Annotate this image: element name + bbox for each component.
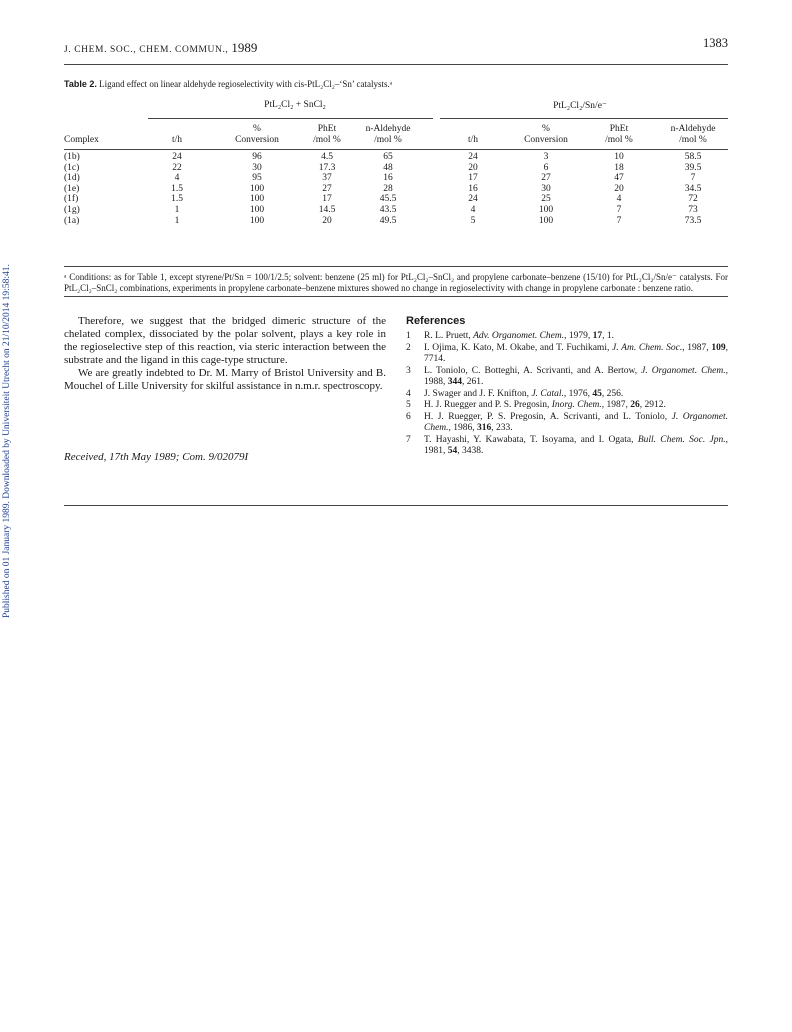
group-label-electro: PtL₂Cl₂/Sn/e⁻ <box>553 101 607 111</box>
table-caption-text: Ligand effect on linear aldehyde regioselectivity with cis-PtL₂Cl₂–‘Sn’ catalysts.ᵃ <box>99 79 393 89</box>
section-rule <box>64 296 728 297</box>
table-row <box>64 194 728 205</box>
table-row <box>64 173 728 184</box>
table-bottom-rule <box>64 266 728 267</box>
cell-complex: (1d) <box>64 173 80 184</box>
cell-value: 24 <box>468 194 478 205</box>
col-header-time-1: t/h <box>171 135 183 145</box>
cell-complex: (1f) <box>64 194 79 205</box>
cell-value: 27 <box>541 173 551 184</box>
table-header <box>64 122 728 148</box>
table-row <box>64 184 728 195</box>
col-header-conversion-2: % Conversion <box>524 124 568 145</box>
cell-value: 45.5 <box>379 194 397 205</box>
reference-item: 4 J. Swager and J. F. Knifton, J. Catal., 1976, 45, 256. <box>406 388 624 399</box>
cell-value: 100 <box>249 183 265 194</box>
cell-value: 1.5 <box>171 194 183 205</box>
cell-value: 20 <box>468 162 478 173</box>
cell-complex: (1a) <box>64 215 80 226</box>
cell-complex: (1b) <box>64 152 80 162</box>
table-footnote: ᵃ Conditions: as for Table 1, except styrene/Pt/Sn = 100/1/2.5; solvent: benzene (25 ml) for PtL₂Cl₂–SnCl₂ and propylene carbonate–benzene (15/10) for PtL₂Cl₂/Sn/e⁻ catalysts. For PtL₂Cl₂–SnCl₂ combinations, experiments in propylene carbonate–benzene mixtures showed no change in regioselectivity with change in propylene carbonate : benzene ratio. <box>64 272 728 293</box>
cell-value: 20 <box>614 183 624 194</box>
cell-value: 17 <box>468 173 478 184</box>
reference-number: 1 <box>406 331 411 341</box>
cell-value: 4 <box>616 194 622 205</box>
cell-value: 73 <box>688 204 698 215</box>
col-header-complex: Complex <box>64 135 99 145</box>
cell-value: 30 <box>541 183 551 194</box>
body-paragraph: Therefore, we suggest that the bridged dimeric structure of the chelated complex, dissociated by the polar solvent, plays a key role in the regioselective step of this reaction, via steric interaction between the substrate and the ligand in this cage-type structure. <box>64 315 386 366</box>
cell-value: 1 <box>174 204 180 215</box>
cell-value: 30 <box>252 162 262 173</box>
cell-value: 39.5 <box>684 162 702 173</box>
journal-name: J. CHEM. SOC., CHEM. COMMUN., 1989 <box>64 40 258 55</box>
table-header-rule <box>64 149 728 150</box>
col-header-phet-1: PhEt /mol % <box>313 124 341 145</box>
cell-value: 17.3 <box>318 162 336 173</box>
col-header-conversion-1: % Conversion <box>235 124 279 145</box>
cell-value: 4 <box>174 173 180 184</box>
reference-item: 7 T. Hayashi, Y. Kawabata, T. Isoyama, and I. Ogata, Bull. Chem. Soc. Jpn., 1981, 54, 3438. <box>406 434 728 456</box>
reference-number: 5 <box>406 400 411 410</box>
reference-number: 7 <box>406 434 411 445</box>
reference-item: 2 I. Ojima, K. Kato, M. Okabe, and T. Fuchikami, J. Am. Chem. Soc., 1987, 109, 7714. <box>406 342 729 364</box>
cell-value: 6 <box>543 162 549 173</box>
reference-number: 4 <box>406 388 411 399</box>
page-number: 1383 <box>703 36 728 50</box>
cell-value: 65 <box>383 152 393 162</box>
cell-value: 1 <box>174 215 180 226</box>
group-rule-1 <box>148 118 433 119</box>
reference-item: 1 R. L. Pruett, Adv. Organomet. Chem., 1979, 17, 1. <box>406 331 614 341</box>
cell-value: 10 <box>614 152 624 162</box>
end-rule <box>64 505 728 506</box>
col-header-phet-2: PhEt /mol % <box>605 124 633 145</box>
cell-value: 100 <box>249 204 265 215</box>
references-heading: References <box>406 315 466 327</box>
download-watermark: Published on 01 January 1989. Downloaded by Universiteit Utrecht on 21/10/2014 19:58:41. <box>2 264 12 618</box>
cell-value: 7 <box>616 204 622 215</box>
cell-value: 73.5 <box>684 215 702 226</box>
cell-value: 43.5 <box>379 204 397 215</box>
table-row <box>64 216 728 227</box>
references-section <box>406 315 728 458</box>
received-line: Received, 17th May 1989; Com. 9/02079I <box>64 451 249 463</box>
table-row <box>64 152 728 163</box>
cell-value: 48 <box>383 162 393 173</box>
data-table <box>64 122 728 226</box>
table-row <box>64 163 728 174</box>
cell-value: 96 <box>252 152 262 162</box>
cell-value: 16 <box>468 183 478 194</box>
col-header-time-2: t/h <box>467 135 479 145</box>
cell-value: 24 <box>468 152 478 162</box>
header-rule <box>64 64 728 65</box>
reference-number: 6 <box>406 411 411 422</box>
cell-value: 47 <box>614 173 624 184</box>
cell-value: 7 <box>616 215 622 226</box>
cell-value: 34.5 <box>684 183 702 194</box>
journal-year: 1989 <box>231 40 258 55</box>
cell-value: 58.5 <box>684 152 702 162</box>
table-label: Table 2. <box>64 79 97 89</box>
cell-complex: (1c) <box>64 162 80 173</box>
reference-item: 5 H. J. Ruegger and P. S. Pregosin, Inorg. Chem., 1987, 26, 2912. <box>406 400 666 410</box>
reference-item: 6 H. J. Ruegger, P. S. Pregosin, A. Scrivanti, and L. Toniolo, J. Organomet. Chem., 1986, 316, 233. <box>406 411 728 433</box>
cell-value: 1.5 <box>171 183 183 194</box>
group-label-snCl2: PtL₂Cl₂ + SnCl₂ <box>264 100 326 110</box>
reference-item: 3 L. Toniolo, C. Botteghi, A. Scrivanti, and A. Bertow, J. Organomet. Chem., 1988, 344, 261. <box>406 365 728 387</box>
cell-value: 3 <box>543 152 549 162</box>
cell-value: 4.5 <box>321 152 333 162</box>
cell-value: 100 <box>538 215 554 226</box>
cell-value: 100 <box>538 204 554 215</box>
cell-value: 14.5 <box>318 204 336 215</box>
cell-complex: (1e) <box>64 183 80 194</box>
cell-value: 72 <box>688 194 698 205</box>
cell-value: 5 <box>470 215 476 226</box>
cell-value: 24 <box>172 152 182 162</box>
cell-value: 37 <box>322 173 332 184</box>
cell-value: 28 <box>383 183 393 194</box>
cell-value: 27 <box>322 183 332 194</box>
acknowledgement-paragraph: We are greatly indebted to Dr. M. Marry of Bristol University and B. Mouchel of Lille University for skilful assistance in n.m.r. spectroscopy. <box>64 367 386 392</box>
reference-number: 3 <box>406 365 411 376</box>
cell-value: 4 <box>470 204 476 215</box>
cell-value: 95 <box>252 173 262 184</box>
cell-complex: (1g) <box>64 204 80 215</box>
col-header-aldehyde-2: n-Aldehyde /mol % <box>670 124 716 145</box>
cell-value: 49.5 <box>379 215 397 226</box>
cell-value: 100 <box>249 215 265 226</box>
table-caption <box>64 79 392 89</box>
reference-number: 2 <box>406 342 411 353</box>
cell-value: 22 <box>172 162 182 173</box>
running-head <box>64 36 728 54</box>
cell-value: 16 <box>383 173 393 184</box>
cell-value: 100 <box>249 194 265 205</box>
cell-value: 20 <box>322 215 332 226</box>
cell-value: 17 <box>322 194 332 205</box>
col-header-aldehyde-1: n-Aldehyde /mol % <box>365 124 411 145</box>
group-rule-2 <box>440 118 728 119</box>
cell-value: 18 <box>614 162 624 173</box>
cell-value: 7 <box>690 173 696 184</box>
table-body <box>64 152 728 226</box>
body-text <box>64 315 386 393</box>
cell-value: 25 <box>541 194 551 205</box>
table-row <box>64 205 728 216</box>
